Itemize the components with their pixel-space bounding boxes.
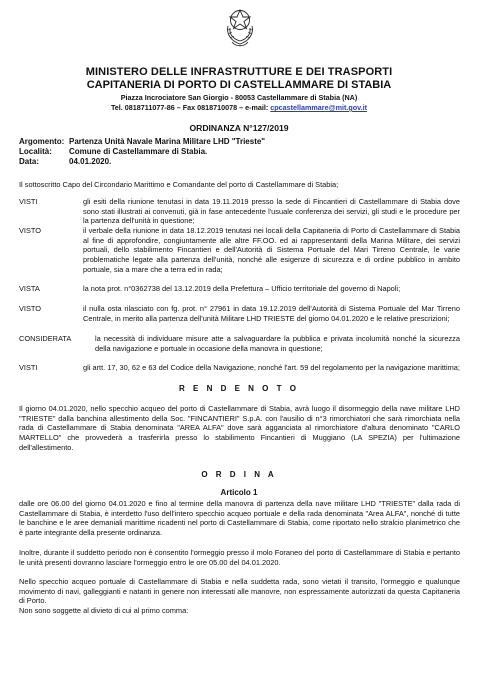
ministry-title: MINISTERO DELLE INFRASTRUTTURE E DEI TRASPORTI	[85, 66, 393, 78]
recital-label: VISTO	[19, 226, 42, 235]
recital-text: il verbale della riunione in data 18.12.2019 tenutasi nei locali della Capitaneria di Porto di Castellammare di Stabia al fine di approfondire, congiuntamente alle altre FF.OO. ed ai rappresentanti della Marina Militare, dei servizi portuali, dello stabilimento Fincantieri e dell'Autorità di Sistema Portuale del Mari Tirreno Centrale, le varie problematiche legate alla partenza dell'unità, nonché alle esigenze di sicurezza e di ordine pubblico in ambito portuale, sia a mare che a terra ed in rada;	[83, 226, 460, 274]
article-paragraph: Inoltre, durante il suddetto periodo non è consentito l'ormeggio presso il molo Foraneo del porto di Castellammare di Stabia e pertanto le unità presenti dovranno lasciare l'ormeggio entro le ore 05.00 del 04.01.2020.	[19, 548, 460, 567]
recital-label: VISTA	[19, 284, 40, 293]
email-link[interactable]: cpcastellammare@mit.gov.it	[270, 103, 368, 112]
recital-text: gli esiti della riunione tenutasi in data 19.11.2019 presso la sede di Fincantieri di Castellammare di Stabia dove sono stati illustrati ai convenuti, già in fase antecedente l'usuale conferenza dei servizi, gli studi e le procedure per la partenza dell'unità in questione;	[83, 197, 460, 226]
notice-paragraph: Il giorno 04.01.2020, nello specchio acqueo del porto di Castellammare di Stabia, avrà luogo il disormeggio della nave militare LHD "TRIESTE" dalla banchina allestimento della Soc. "FINCANTIERI" S.p.A. con l'ausilio di n°3 rimorchiatori che sarà rimorchiata nella rada di Castellammare di Stabia denominata "AREA ALFA" dove sarà agganciata al rimorchiatore d'altura denominato "CARLO MARTELLO" che provvederà a trasferirla presso lo stabilimento Fincantieri di Muggiano (LA SPEZIA) per l'ultimazione dell'allestimento.	[19, 404, 460, 452]
recital-text: la nota prot. n°0362738 del 13.12.2019 della Prefettura – Ufficio territoriale del governo di Napoli;	[83, 284, 401, 293]
address-line: Piazza Incrociatore San Giorgio - 80053 Castellammare di Stabia (NA)	[120, 93, 358, 102]
republic-emblem-icon	[222, 6, 258, 50]
intro-paragraph: Il sottoscritto Capo del Circondario Marittimo e Comandante del porto di Castellammare di Stabia;	[19, 180, 339, 189]
meta-subject: Argomento: Partenza Unità Navale Marina Militare LHD "Trieste"	[19, 137, 266, 146]
recital-text: gli artt. 17, 30, 62 e 63 del Codice della Navigazione, nonché l'art. 59 del regolamento per la navigazione marittima;	[83, 363, 460, 372]
article-paragraph: Nello specchio acqueo portuale di Castellammare di Stabia e nella suddetta rada, sono vietati il transito, l'ormeggio e qualunque movimento di navi, galleggianti e natanti in genere non interessati alle manovre, non espressamente autorizzati da questa Capitaneria di Porto.	[19, 577, 460, 606]
recital-text: il nulla osta rilasciato con fg. prot. n° 27961 in data 19.12.2019 dell'Autorità di Sistema Portuale del Mar Tirreno Centrale, in merito alla partenza dell'unità Militare LHD TRIESTE del giorno 04.01.2020 e le relative prescrizioni;	[83, 304, 460, 323]
authority-title: CAPITANERIA DI PORTO DI CASTELLAMMARE DI STABIA	[86, 79, 392, 91]
recital-label: VISTI	[19, 197, 38, 206]
article-paragraph: dalle ore 06.00 del giorno 04.01.2020 e fino al termine della manovra di partenza della nave militare LHD "TRIESTE" dalla rada di Castellammare di Stabia, è interdetto l'uso dell'intero specchio acqueo portuale e della rada denominata "Area ALFA", nonché di tutte le banchine e le aree demaniali marittime ricadenti nel porto di Castellammare di Stabia, come riportato nello stralcio planimetrico che è parte integrante della presente ordinanza.	[19, 499, 460, 538]
article-title: Articolo 1	[220, 488, 258, 497]
recital-label: CONSIDERATA	[19, 334, 72, 343]
contacts-text: Tel. 0818711077-86 – Fax 0818710078 – e-mail:	[110, 103, 271, 112]
contacts-line	[0, 103, 478, 112]
recital-text: la necessità di individuare misure atte a salvaguardare la pubblica e privata incolumità nonché la sicurezza della navigazione e portuale in occasione della manovra in questione;	[95, 334, 460, 353]
meta-date: Data: 04.01.2020.	[19, 157, 112, 166]
ordinance-number: ORDINANZA N°127/2019	[189, 123, 289, 133]
recital-label: VISTO	[19, 304, 42, 313]
ordina-heading: O R D I N A	[201, 470, 277, 479]
rende-noto-heading: R E N D E N O T O	[179, 384, 299, 393]
meta-location: Località: Comune di Castellammare di Stabia.	[19, 147, 208, 156]
article-paragraph: Non sono soggette al divieto di cui al primo comma:	[19, 606, 189, 615]
recital-label: VISTI	[19, 363, 38, 372]
